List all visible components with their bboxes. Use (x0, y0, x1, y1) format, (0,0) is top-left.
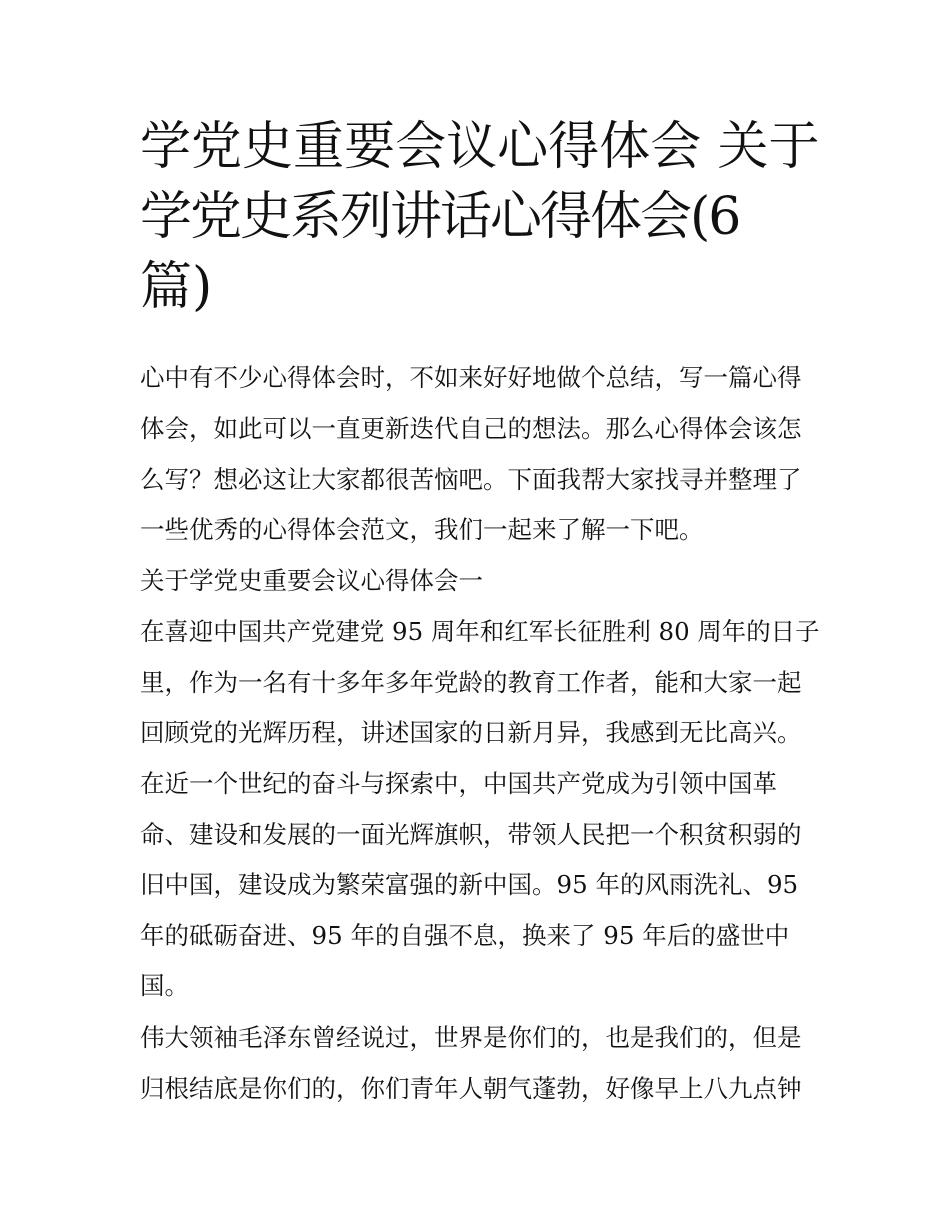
paragraph-line: 一些优秀的心得体会范文，我们一起来了解一下吧。 (140, 515, 704, 544)
paragraph-line: 么写？想必这让大家都很苦恼吧。下面我帮大家找寻并整理了 (140, 465, 802, 494)
paragraph-line: 年的砥砺奋进、95 年的自强不息，换来了 95 年后的盛世中 (140, 921, 790, 950)
paragraph-line: 命、建设和发展的一面光辉旗帜，带领人民把一个积贫积弱的 (140, 820, 802, 849)
paragraph-line: 回顾党的光辉历程，讲述国家的日新月异，我感到无比高兴。 (140, 718, 802, 747)
section-heading: 关于学党史重要会议心得体会一 (140, 566, 483, 595)
paragraph-line: 在近一个世纪的奋斗与探索中，中国共产党成为引领中国革 (140, 769, 777, 798)
document-title (140, 112, 820, 322)
paragraph-line: 体会，如此可以一直更新迭代自己的想法。那么心得体会该怎 (140, 414, 802, 443)
paragraph-line: 心中有不少心得体会时，不如来好好地做个总结，写一篇心得 (140, 363, 802, 392)
paragraph-line: 里，作为一名有十多年多年党龄的教育工作者，能和大家一起 (140, 668, 802, 697)
paragraph-line: 在喜迎中国共产党建党 95 周年和红军长征胜利 80 周年的日子 (140, 617, 820, 646)
paragraph-line: 国。 (140, 971, 189, 1000)
title-line: 学党史系列讲话心得体会(6 (140, 187, 740, 247)
title-line: 学党史重要会议心得体会 关于 (140, 117, 820, 177)
title-line: 篇) (140, 257, 213, 317)
paragraph-line: 旧中国，建设成为繁荣富强的新中国。95 年的风雨洗礼、95 (140, 870, 799, 899)
paragraph-line: 归根结底是你们的，你们青年人朝气蓬勃，好像早上八九点钟 (140, 1074, 802, 1103)
paragraph-line: 伟大领袖毛泽东曾经说过，世界是你们的，也是我们的，但是 (140, 1023, 802, 1052)
